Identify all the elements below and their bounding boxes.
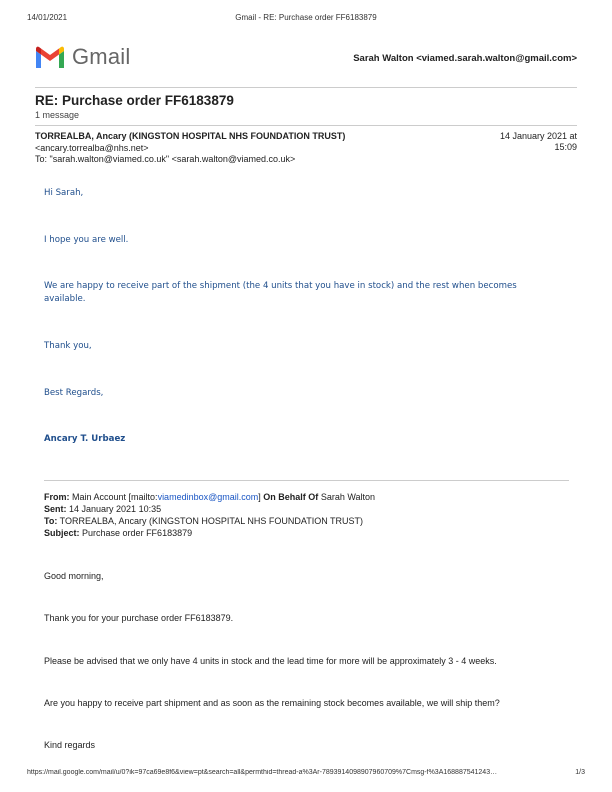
forward-from-label: From: xyxy=(44,492,70,502)
sender-name: TORREALBA, Ancary (KINGSTON HOSPITAL NHS FOUNDATION TRUST) xyxy=(35,131,346,141)
forward-subject-line xyxy=(44,528,192,539)
reply-paragraph-4: Best Regards, xyxy=(44,388,104,398)
reply-paragraph-3: Thank you, xyxy=(44,341,92,351)
gmail-logo xyxy=(34,44,130,70)
forward-paragraph-2: Please be advised that we only have 4 units in stock and the lead time for more will be approximately 3 - 4 weeks. xyxy=(44,656,497,666)
reply-paragraph-2: We are happy to receive part of the shipment (the 4 units that you have in stock) and the rest when becomes available. xyxy=(44,281,517,304)
footer-url: https://mail.google.com/mail/u/0?ik=97ca69e8f6&view=pt&search=all&permthid=thread-a%3Ar-7893914098907960709%7Cmsg-f%3A168887541243… xyxy=(27,769,498,776)
forward-behalf-label: On Behalf Of xyxy=(263,492,319,502)
message-date-day: 14 January 2021 at xyxy=(499,131,577,141)
forward-to-line xyxy=(44,516,363,527)
footer-page-number: 1/3 xyxy=(575,769,585,776)
forward-behalf-value: Sarah Walton xyxy=(320,492,376,502)
forward-sent-label: Sent: xyxy=(44,504,67,514)
print-title: Gmail - RE: Purchase order FF6183879 xyxy=(235,13,377,22)
forward-from-close: ] xyxy=(258,492,261,502)
message-date xyxy=(500,131,577,153)
forward-paragraph-3: Are you happy to receive part shipment and as soon as the remaining stock becomes available, we will ship them? xyxy=(44,698,500,708)
reply-paragraph-1: I hope you are well. xyxy=(44,235,129,245)
forward-sent-line xyxy=(44,504,161,515)
recipient-line: To: "sarah.walton@viamed.co.uk" <sarah.walton@viamed.co.uk> xyxy=(35,154,296,164)
reply-signature: Ancary T. Urbaez xyxy=(44,434,126,444)
sender-email: <ancary.torrealba@nhs.net> xyxy=(35,143,149,153)
account-label: Sarah Walton <viamed.sarah.walton@gmail.com> xyxy=(353,53,577,64)
subject-divider xyxy=(35,125,577,126)
forward-sent-value: 14 January 2021 10:35 xyxy=(69,504,162,514)
gmail-wordmark: Gmail xyxy=(72,44,131,69)
forward-greeting: Good morning, xyxy=(44,571,104,581)
forward-paragraph-4: Kind regards xyxy=(44,740,96,750)
forward-paragraph-1: Thank you for your purchase order FF6183879. xyxy=(44,613,234,623)
forward-subject-label: Subject: xyxy=(44,528,80,538)
reply-greeting: Hi Sarah, xyxy=(44,188,84,198)
forward-to-label: To: xyxy=(44,516,58,526)
header-divider xyxy=(35,87,577,88)
gmail-m-icon xyxy=(34,45,66,69)
forward-from-line xyxy=(44,492,375,503)
forward-to-value: TORREALBA, Ancary (KINGSTON HOSPITAL NHS FOUNDATION TRUST) xyxy=(59,516,364,526)
thread-subject: RE: Purchase order FF6183879 xyxy=(35,93,234,108)
forward-from-value: Main Account [mailto: xyxy=(72,492,158,502)
print-date: 14/01/2021 xyxy=(27,13,68,22)
forward-from-email-link[interactable]: viamedinbox@gmail.com xyxy=(157,492,259,502)
forward-divider xyxy=(44,480,569,481)
message-count: 1 message xyxy=(35,110,80,120)
forward-subject-value: Purchase order FF6183879 xyxy=(82,528,193,538)
message-date-time: 15:09 xyxy=(554,142,577,152)
